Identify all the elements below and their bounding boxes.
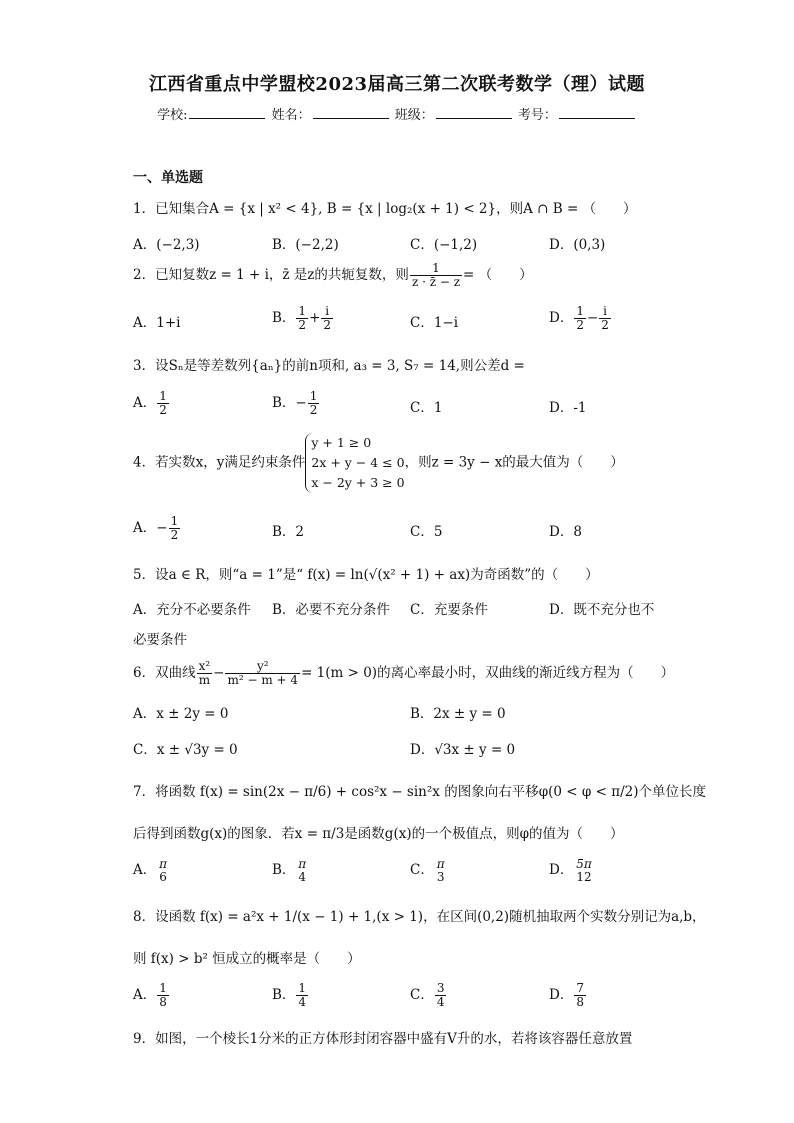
question-5-text: 设a ∈ R，则“a = 1”是“ f(x) = ln(√(x² + 1) + ax)为奇函数”的（ ） [155, 567, 599, 583]
number-label: 考号： [517, 108, 557, 123]
q7-option-d[interactable]: D． 5π 12 [549, 857, 592, 884]
q3-option-b[interactable]: B．− $\frac{1}{2}$ [272, 389, 318, 417]
q2-fraction: $\frac{1}{z \cdot z̄ - z}$ [411, 261, 461, 289]
q5-option-a[interactable]: A．充分不必要条件 [133, 602, 251, 618]
q6-option-a[interactable]: A．x ± 2y = 0 [133, 706, 229, 722]
class-field[interactable] [436, 106, 512, 119]
page-title: 江西省重点中学盟校2023届高三第二次联考数学（理）试题 [148, 74, 646, 95]
q3-option-d[interactable]: D．-1 [549, 400, 587, 416]
question-7-line-1: 将函数 f(x) = sin(2x − π/6) + cos²x − sin²x 的图象向右平移φ(0 < φ < π/2)个单位长度 [155, 784, 707, 800]
question-8: 8．设函数 f(x) = a²x + 1/(x − 1) + 1,(x > 1)，在区间(0,2)随机抽取两个实数分别记为a,b， [133, 909, 706, 925]
question-8-line-2: 则 f(x) > b² 恒成立的概率是（ ） [133, 951, 361, 967]
q8-option-c[interactable]: C． $\frac{3}{4}$ [410, 981, 445, 1009]
question-6: 6．双曲线 $\frac{\text{x²}}{m}$ − $\frac{\text{y²}}{\text{m² − m + 4}}$ = 1(m > 0)的离心率最小时，双曲线的渐近线方程为（ ） [133, 659, 675, 687]
q4-option-d[interactable]: D．8 [549, 524, 582, 540]
q5-option-d[interactable]: D．既不充分也不 [549, 602, 655, 618]
q3-option-c[interactable]: C．1 [410, 400, 443, 416]
question-7-line-2: 后得到函数g(x)的图象．若x = π/3是函数g(x)的一个极值点，则φ的值为（ ） [133, 826, 624, 842]
school-label: 学校: [157, 108, 188, 123]
school-field[interactable] [189, 106, 265, 119]
q8-option-b[interactable]: B． $\frac{1}{4}$ [272, 981, 307, 1009]
q7-option-b[interactable]: B． π 4 [272, 857, 307, 884]
q7-option-a[interactable]: A． π 6 [133, 857, 168, 884]
q4-option-b[interactable]: B．2 [272, 524, 305, 540]
question-2: 2．已知复数z = 1 + i，z̄ 是z的共轭复数，则 $\frac{1}{z \cdot z̄ - z}$ = （ ） [133, 261, 533, 289]
question-9: 9．如图，一个棱长1分米的正方体形封闭容器中盛有V升的水，若将该容器任意放置 [133, 1031, 633, 1047]
q2-option-d[interactable]: D． $\frac{1}{2}$ − $\frac{i}{2}$ [549, 304, 609, 332]
question-8-line-1: 设函数 f(x) = a²x + 1/(x − 1) + 1,(x > 1)，在区间(0,2)随机抽取两个实数分别记为a,b， [155, 909, 706, 925]
q2-option-a[interactable]: A．1+i [133, 315, 181, 331]
number-field[interactable] [559, 106, 635, 119]
question-4: 4．若实数x，y满足约束条件 y + 1 ≥ 0 2x + y − 4 ≤ 0 x − 2y + 3 ≥ 0 ，则z = 3y − x的最大值为（ ） [133, 433, 624, 493]
section-heading: 一、单选题 [133, 170, 203, 186]
question-9-text: 如图，一个棱长1分米的正方体形封闭容器中盛有V升的水，若将该容器任意放置 [155, 1031, 633, 1047]
q2-option-b[interactable]: B． $\frac{1}{2}$ + $\frac{i}{2}$ [272, 304, 332, 332]
q5-option-b[interactable]: B．必要不充分条件 [272, 602, 390, 618]
student-info-line [0, 104, 794, 123]
q6-option-c[interactable]: C．x ± √3y = 0 [133, 742, 238, 758]
question-7: 7．将函数 f(x) = sin(2x − π/6) + cos²x − sin²x 的图象向右平移φ(0 < φ < π/2)个单位长度 [133, 784, 707, 800]
class-label: 班级： [394, 108, 434, 123]
q8-option-a[interactable]: A． $\frac{1}{8}$ [133, 981, 167, 1009]
question-1-text: 已知集合A = {x | x² < 4}, B = {x | log₂(x + 1) < 2}，则A ∩ B = （ ） [155, 201, 637, 217]
q2-option-c[interactable]: C．1−i [410, 315, 459, 331]
name-field[interactable] [313, 106, 389, 119]
question-5: 5．设a ∈ R，则“a = 1”是“ f(x) = ln(√(x² + 1) + ax)为奇函数”的（ ） [133, 567, 599, 583]
q5-option-c[interactable]: C．充要条件 [410, 602, 488, 618]
q6-option-b[interactable]: B．2x ± y = 0 [410, 706, 506, 722]
q8-option-d[interactable]: D． $\frac{7}{8}$ [549, 981, 584, 1009]
question-3-text: 设Sₙ是等差数列{aₙ}的前n项和, a₃ = 3, S₇ = 14,则公差d = [155, 358, 525, 374]
question-1: 1．已知集合A = {x | x² < 4}, B = {x | log₂(x + 1) < 2}，则A ∩ B = （ ） [133, 201, 637, 217]
q1-option-c[interactable]: C．(−1,2) [410, 237, 478, 253]
q1-option-a[interactable]: A．(−2,3) [133, 237, 200, 253]
q4-option-c[interactable]: C．5 [410, 524, 443, 540]
q6-option-d[interactable]: D．√3x ± y = 0 [410, 742, 516, 758]
q5-option-d-continued: 必要条件 [133, 632, 187, 648]
q7-option-c[interactable]: C． π 3 [410, 857, 445, 884]
q4-option-a[interactable]: A．− $\frac{1}{2}$ [133, 514, 179, 542]
name-label: 姓名： [271, 108, 311, 123]
q1-option-d[interactable]: D．(0,3) [549, 237, 606, 253]
question-3: 3．设Sₙ是等差数列{aₙ}的前n项和, a₃ = 3, S₇ = 14,则公差d = [133, 358, 525, 374]
constraint-system: y + 1 ≥ 0 2x + y − 4 ≤ 0 x − 2y + 3 ≥ 0 [305, 433, 404, 493]
q3-option-a[interactable]: A． $\frac{1}{2}$ [133, 389, 167, 417]
q1-option-b[interactable]: B．(−2,2) [272, 237, 339, 253]
